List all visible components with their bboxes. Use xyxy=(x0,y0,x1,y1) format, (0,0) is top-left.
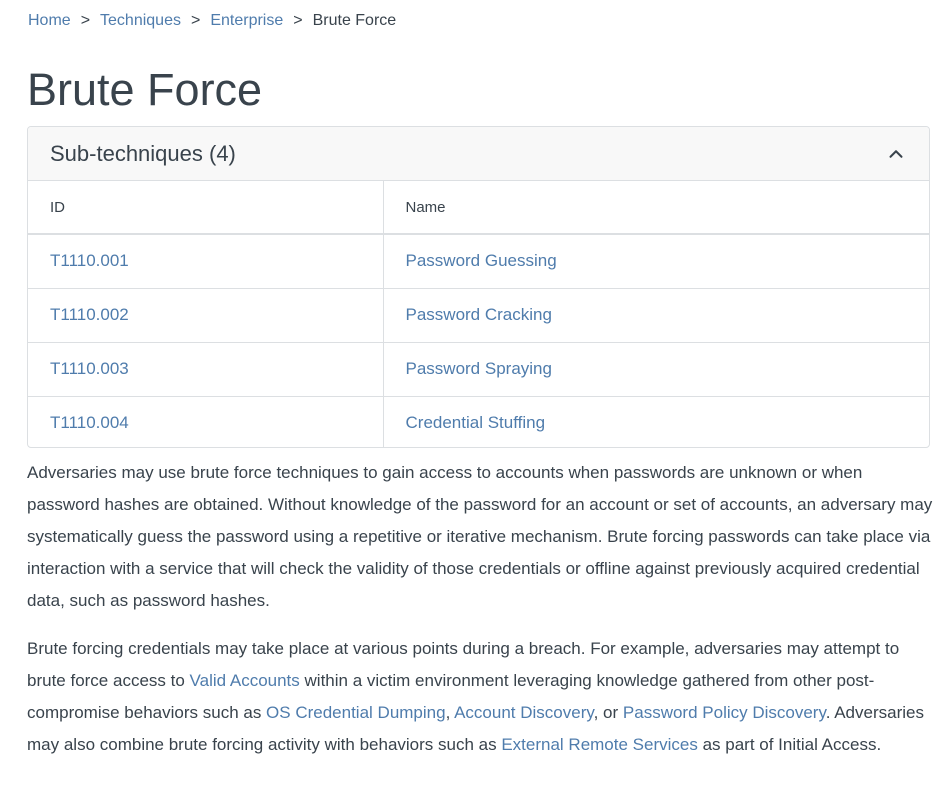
table-row xyxy=(28,234,929,288)
subtechniques-header: Sub-techniques (4) xyxy=(50,141,236,166)
chevron-up-icon[interactable] xyxy=(885,143,907,165)
breadcrumb-home[interactable]: Home xyxy=(28,12,71,29)
breadcrumb xyxy=(28,11,396,31)
table-row xyxy=(28,342,929,396)
external-remote-services-link[interactable]: External Remote Services xyxy=(501,735,698,754)
table-cell-name xyxy=(383,396,929,448)
breadcrumb-separator: > xyxy=(190,12,201,29)
table-cell-name xyxy=(383,342,929,396)
breadcrumb-enterprise[interactable]: Enterprise xyxy=(210,12,284,29)
breadcrumb-techniques[interactable]: Techniques xyxy=(100,12,181,29)
subtechnique-name-link[interactable]: Credential Stuffing xyxy=(405,413,546,433)
subtechniques-card xyxy=(27,126,930,448)
breadcrumb-separator: > xyxy=(293,12,303,29)
description-paragraph-1: Adversaries may use brute force techniques to gain access to accounts when passwords are unknown or when password hashes are obtained. Without knowledge of the password for an account or set of accounts, an adversary may systematically guess the password using a repetitive or iterative mechanism. Brute forcing passwords can take place via interaction with a service that will check the validity of those credentials or offline against previously acquired credential data, such as password hashes. xyxy=(27,463,933,610)
subtechnique-name-link[interactable]: Password Spraying xyxy=(405,359,552,378)
subtechniques-toggle[interactable] xyxy=(28,127,929,181)
os-credential-dumping-link[interactable]: OS Credential Dumping xyxy=(266,703,446,722)
table-cell-id xyxy=(28,396,383,448)
page-title: Brute Force xyxy=(27,64,263,115)
table-header-row xyxy=(28,181,929,234)
subtechnique-id-link[interactable]: T1110.002 xyxy=(50,305,129,324)
breadcrumb-separator: > xyxy=(80,12,91,29)
password-policy-discovery-link[interactable]: Password Policy Discovery xyxy=(622,703,826,722)
column-header-name: Name xyxy=(383,181,929,234)
table-cell-id xyxy=(28,342,383,396)
subtechnique-id-link[interactable]: T1110.003 xyxy=(50,359,129,378)
table-cell-id xyxy=(28,288,383,342)
description-text: as part of Initial Access. xyxy=(697,735,882,754)
table-row xyxy=(28,288,929,342)
column-header-id: ID xyxy=(28,181,383,234)
description-text: within a victim environment leveraging knowledge gathered from other post-compromise behaviors such as xyxy=(27,671,875,722)
table-row xyxy=(28,396,929,448)
subtechniques-table xyxy=(28,181,929,448)
table-cell-name xyxy=(383,234,929,288)
breadcrumb-current: Brute Force xyxy=(312,12,397,29)
description-text: Brute forcing credentials may take place at various points during a breach. For example, adversaries may attempt to brute force access to xyxy=(27,639,900,690)
valid-accounts-link[interactable]: Valid Accounts xyxy=(189,671,300,690)
description-text: . Adversaries may also combine brute forcing activity with behaviors such as xyxy=(27,703,924,754)
account-discovery-link[interactable]: Account Discovery xyxy=(454,703,594,722)
technique-description xyxy=(27,457,937,777)
subtechnique-name-link[interactable]: Password Guessing xyxy=(405,251,557,271)
table-cell-id xyxy=(28,234,383,288)
subtechnique-id-link[interactable]: T1110.004 xyxy=(50,413,129,433)
description-paragraph-2 xyxy=(27,633,937,761)
description-text: , xyxy=(445,703,455,722)
description-text: , or xyxy=(593,703,623,722)
table-cell-name xyxy=(383,288,929,342)
subtechnique-name-link[interactable]: Password Cracking xyxy=(405,305,552,324)
subtechnique-id-link[interactable]: T1110.001 xyxy=(50,251,129,271)
